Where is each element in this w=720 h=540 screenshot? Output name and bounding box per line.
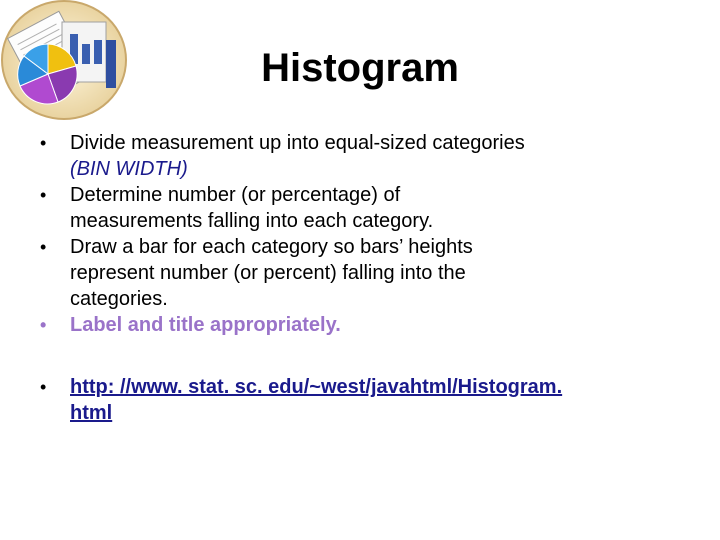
bullet-text-line: represent number (or percent) falling into the: [70, 262, 466, 284]
bullet-dot: •: [40, 185, 47, 205]
histogram-applet-link[interactable]: [70, 374, 680, 426]
bin-width-term: (BIN WIDTH): [70, 158, 188, 180]
bullet-text-line: measurements falling into each category.: [70, 210, 434, 232]
pie-chart-logo-icon: [0, 0, 130, 124]
bullet-draw-bar: [40, 234, 680, 312]
link-text-line: html: [70, 402, 113, 424]
link-text-line: http: //www. stat. sc. edu/~west/javahtml/Histogram.: [70, 376, 563, 398]
bullet-dot: •: [40, 315, 47, 335]
bullet-text-line: categories.: [70, 288, 168, 310]
bullet-text-line: Draw a bar for each category so bars’ heights: [70, 236, 473, 258]
bullet-label-title: [40, 312, 680, 338]
bullet-dot: •: [40, 377, 47, 397]
bullet-text: Label and title appropriately.: [70, 314, 341, 336]
bullet-determine-number: [40, 182, 680, 234]
bullet-dot: •: [40, 133, 47, 153]
bullet-link: [40, 374, 680, 426]
bullet-text: Divide measurement up into equal-sized categories: [70, 132, 525, 154]
bullet-dot: •: [40, 237, 47, 257]
bullet-list: [40, 130, 680, 426]
slide-title: Histogram: [261, 46, 459, 90]
bullet-bin-width: [40, 130, 680, 182]
bullet-text-line: Determine number (or percentage) of: [70, 184, 401, 206]
